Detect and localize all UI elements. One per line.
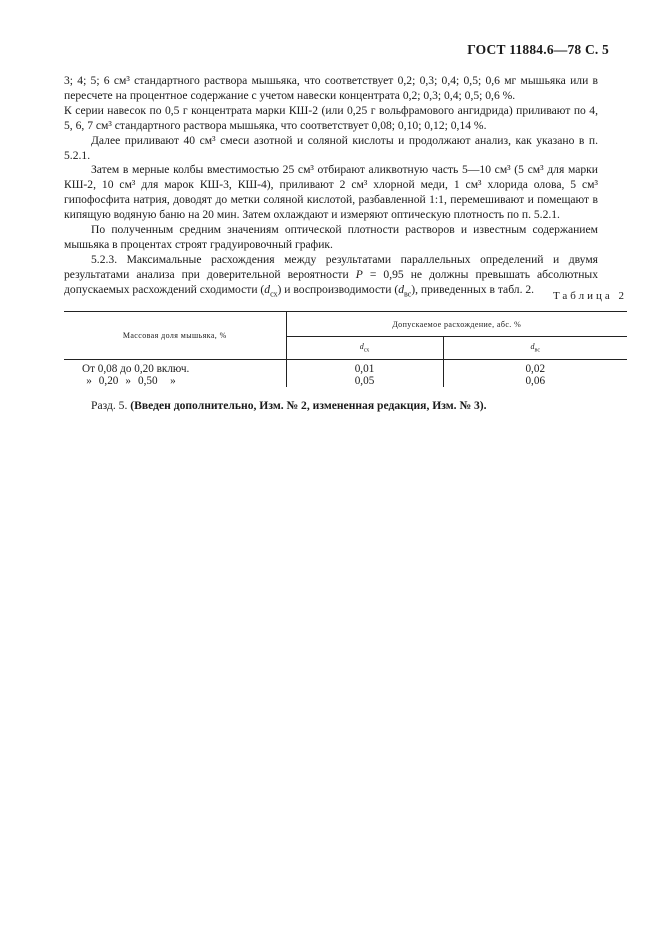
paragraph-5	[64, 253, 598, 302]
row-2-ditto-2: »	[125, 375, 131, 387]
paragraph-1a: 3; 4; 5; 6 см³ стандартного раствора мышьяка, что соответствует 0,2; 0,3; 0,4; 0,5; 0,6 мг мышьяка или в пересчете на процентное содержание с учетом навески концентрата 0,2; 0,3; 0,4; 0,5; 0,6 %.	[64, 74, 598, 102]
row-2-label	[64, 375, 286, 387]
symbol-p: P	[355, 267, 363, 281]
row-1-label: От 0,08 до 0,20 включ.	[64, 360, 286, 376]
symbol-d-vc-index: вс	[403, 289, 412, 298]
col-header-d-cx-index: сх	[363, 347, 370, 354]
section-amendment-note	[91, 399, 487, 412]
paragraph-5-start: 5.2.3. Максимальные расхождения между результатами параллельных определений и двумя результатами анализа при доверительной вероятности	[64, 252, 598, 281]
row-2-d-vc: 0,06	[525, 375, 546, 387]
symbol-d-cx: d	[264, 282, 271, 296]
paragraph-5-mid: = 0,95 не должны превышать абсолютных допускаемых расхождений сходимости (	[64, 267, 598, 296]
col-header-d-vc-letter: d	[530, 342, 535, 352]
paragraph-3: Затем в мерные колбы вместимостью 25 см³ отбирают аликвотную часть 5—10 см³ (5 см³ для марки КШ-2, 10 см³ для марок КШ-3, КШ-4), приливают 2 см³ хлорной меди, 1 см³ хлорида олова, 5 см³ гипофосфита натрия, доводят до метки соляной кислотой, разбавленной 1:1, перемешивают и помещают в кипящую водяную баню на 20 мин. Затем охлаждают и измеряют оптическую плотность по п. 5.2.1.	[64, 163, 598, 222]
col-header-d-vc	[443, 337, 627, 360]
row-2-to: 0,50	[137, 375, 158, 387]
row-2-d-cx: 0,05	[286, 375, 443, 387]
row-2-ditto-1: »	[86, 375, 92, 387]
col-header-mass-fraction: Массовая доля мышьяка, %	[64, 312, 286, 360]
table-caption: Таблица 2	[552, 290, 627, 302]
row-1-d-vc: 0,02	[525, 363, 546, 375]
body-text	[64, 74, 598, 302]
paragraph-2: Далее приливают 40 см³ смеси азотной и соляной кислоты и продолжают анализ, как указано в п. 5.2.1.	[64, 133, 598, 162]
row-2-from: 0,20	[98, 375, 119, 387]
paragraph-1b: К серии навесок по 0,5 г концентрата марки КШ-2 (или 0,25 г вольфрамового ангидрида) приливают по 4, 5, 6, 7 см³ стандартного раствора мышьяка, что соответствует 0,08; 0,10; 0,12; 0,14 %.	[64, 103, 598, 132]
symbol-d-vc: d	[398, 282, 404, 296]
row-1-d-cx: 0,01	[286, 360, 443, 376]
note-prefix: Разд. 5.	[91, 399, 131, 412]
paragraph-5-end: ), приведенных в табл. 2.	[411, 282, 535, 296]
row-2-ditto-3: »	[170, 375, 176, 387]
symbol-d-cx-index: сх	[270, 289, 278, 298]
col-header-d-cx-letter: d	[359, 342, 364, 352]
col-header-d-vc-index: вс	[534, 347, 540, 354]
paragraph-5-mid2: ) и воспроизводимости (	[277, 282, 399, 296]
page-header: ГОСТ 11884.6—78 С. 5	[467, 42, 609, 57]
note-bold: (Введен дополнительно, Изм. № 2, измененная редакция, Изм. № 3).	[130, 399, 487, 412]
col-header-d-cx	[286, 337, 443, 360]
col-header-tolerance: Допускаемое расхождение, абс. %	[286, 312, 627, 337]
table-row	[64, 375, 627, 387]
tolerance-table	[64, 311, 627, 387]
table-row	[64, 360, 627, 376]
paragraph-4: По полученным средним значениям оптической плотности растворов и известным содержанием мышьяка в процентах строят градуировочный график.	[64, 223, 598, 251]
